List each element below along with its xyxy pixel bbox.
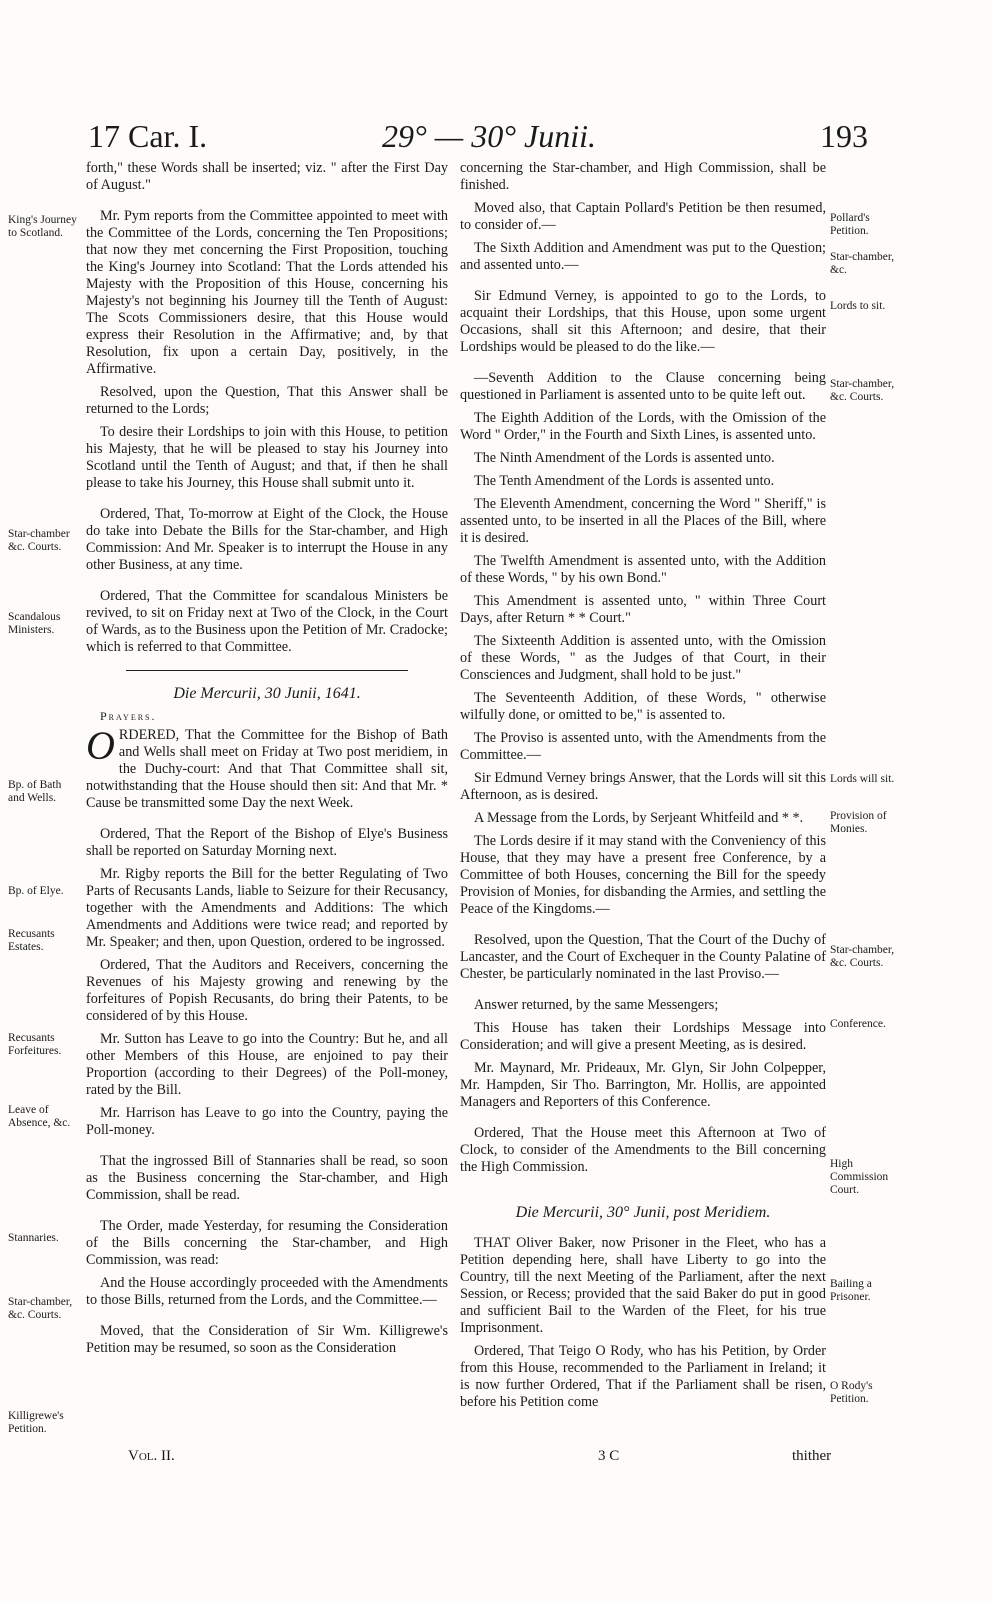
left-column [86, 160, 448, 1363]
paragraph: The Tenth Amendment of the Lords is assented unto. [474, 473, 775, 489]
day-heading: Die Mercurii, 30° Junii, post Meridiem. [515, 1204, 771, 1221]
margin-note: Bp. of Elye. [8, 885, 64, 897]
margin-note: Killigrewe's Petition. [8, 1410, 64, 1435]
paragraph: Moved also, that Captain Pollard's Petition be then resumed, to consider of.— [460, 200, 826, 233]
paragraph: concerning the Star-chamber, and High Commission, shall be finished. [460, 160, 826, 193]
paragraph: Resolved, upon the Question, That this Answer shall be returned to the Lords; [86, 384, 448, 417]
paragraph: To desire their Lordships to join with this House, to petition his Majesty, that he will be pleased to stay his Journey into Scotland until the Tenth of August; and that, if then he shall please to take his Journey, this House shall submit unto it. [86, 424, 448, 491]
paragraph: forth," these Words shall be inserted; viz. " after the First Day of August." [86, 160, 448, 193]
margin-note: Star-chamber &c. Courts. [8, 528, 70, 553]
running-header [0, 118, 992, 158]
paragraph: A Message from the Lords, by Serjeant Whitfeild and * *. [474, 810, 804, 826]
paragraph: The Seventeenth Addition, of these Words, " otherwise wilfully done, or omitted to be," is assented to. [460, 690, 826, 723]
paragraph: Mr. Sutton has Leave to go into the Country: But he, and all other Members of this House, are enjoined to pay their Proportion (according to their Degrees) of the Poll-money, rated by the Bill. [86, 1031, 448, 1098]
paragraph: This House has taken their Lordships Message into Consideration; and will give a present Meeting, as is desired. [460, 1020, 826, 1053]
paragraph: The Proviso is assented unto, with the Amendments from the Committee.— [460, 730, 826, 763]
paragraph: Mr. Pym reports from the Committee appointed to meet with the Committee of the Lords, concerning the Ten Propositions; that now they met concerning the First Proposition, touching the King's Journey into Scotland: That the Lords attended his Majesty with the Proposition of this House, concerning his Majesty's not beginning his Journey till the Tenth of August: The Scots Commissioners desire, that this House would express their Resolution in the Affirmative; and, by that Resolution, fix upon a certain Day, positively, in the Affirmative. [86, 208, 448, 377]
margin-note: Recusants Forfeitures. [8, 1032, 62, 1057]
paragraph: That the ingrossed Bill of Stannaries shall be read, so soon as the Business concerning the Star-chamber, and High Commission, shall be read. [86, 1153, 448, 1203]
margin-note: Stannaries. [8, 1232, 59, 1244]
margin-note: Lords will sit. [830, 773, 895, 785]
paragraph: The Sixteenth Addition is assented unto, with the Omission of these Words, " as the Judges of that Court, in their Consciences and Judgment, shall hold to be just." [460, 633, 826, 683]
paragraph: The Lords desire if it may stand with the Conveniency of this House, that they may have a present free Conference, by a Committee of both Houses, concerning the Bill for the speedy Provision of Monies, for disbanding the Armies, and settling the Peace of the Kingdoms.— [460, 833, 826, 917]
header-regnal-year: 17 Car. I. [88, 118, 208, 154]
paragraph: Ordered, That Teigo O Rody, who has his Petition, by Order from this House, recommended to the Parliament in Ireland; it is now further Ordered, That if the Parliament shall be risen, before his Petition come [460, 1343, 826, 1410]
paragraph: Ordered, That, To-morrow at Eight of the Clock, the House do take into Debate the Bills for the Star-chamber, and High Commission: And Mr. Speaker is to interrupt the House in any other Business, at any time. [86, 506, 448, 573]
prayers-heading: Prayers. [100, 709, 157, 723]
catchword: thither [792, 1448, 832, 1464]
margin-note: Provision of Monies. [830, 810, 887, 835]
margin-note: Leave of Absence, &c. [8, 1104, 71, 1129]
paragraph: The Order, made Yesterday, for resuming the Consideration of the Bills concerning the Star-chamber, and High Commission, was read: [86, 1218, 448, 1268]
margin-note: Lords to sit. [830, 300, 886, 312]
paragraph: Mr. Harrison has Leave to go into the Country, paying the Poll-money. [86, 1105, 448, 1138]
margin-note: Star-chamber, &c. [830, 251, 895, 276]
margin-note: Pollard's Petition. [830, 212, 870, 237]
signature-mark: 3 C [598, 1448, 620, 1464]
paragraph: Ordered, That the Auditors and Receivers, concerning the Revenues of his Majesty growing and renewing by the forfeitures of Popish Recusants, do bring their Patents, to be considered of by this House. [86, 957, 448, 1024]
day-heading: Die Mercurii, 30 Junii, 1641. [173, 685, 361, 702]
paragraph: This Amendment is assented unto, " within Three Court Days, after Return * * Court." [460, 593, 826, 626]
margin-note: Star-chamber, &c. Courts. [830, 378, 895, 403]
paragraph: Ordered, That the Report of the Bishop of Elye's Business shall be reported on Saturday Morning next. [86, 826, 448, 859]
margin-note: Bailing a Prisoner. [830, 1278, 872, 1303]
paragraph: Mr. Maynard, Mr. Prideaux, Mr. Glyn, Sir John Colpepper, Mr. Hampden, Sir Tho. Barrington, Mr. Hollis, are appointed Managers and Reporters of this Conference. [460, 1060, 826, 1110]
margin-note: Scandalous Ministers. [8, 611, 61, 636]
paragraph: THAT Oliver Baker, now Prisoner in the Fleet, who has a Petition depending here, shall have Liberty to go into the Country, till the next Meeting of the Parliament, after the next Session, or Recess; provided that the said Baker do put in good and sufficient Bail to the Warden of the Fleet, for his true Imprisonment. [460, 1235, 826, 1336]
paragraph: The Twelfth Amendment is assented unto, with the Addition of these Words, " by his own Bond." [460, 553, 826, 586]
paragraph: The Eighth Addition of the Lords, with the Omission of the Word " Order," in the Fourth and Sixth Lines, is assented unto. [460, 410, 826, 443]
margin-note: Conference. [830, 1018, 886, 1030]
paragraph: The Sixth Addition and Amendment was put to the Question; and assented unto.— [460, 240, 826, 273]
margin-note: Star-chamber, &c. Courts. [8, 1296, 73, 1321]
section-divider [126, 670, 408, 671]
paragraph: Ordered, That the House meet this Afternoon at Two of Clock, to consider of the Amendments to the Bill concerning the High Commission. [460, 1125, 826, 1175]
paragraph: ORDERED, That the Committee for the Bishop of Bath and Wells shall meet on Friday at Two post meridiem, in the Duchy-court: And that That Committee shall sit, notwithstanding that the House should then sit: And that Mr. * Cause be transmitted some Day the next Week. [86, 723, 448, 811]
margin-note: Star-chamber, &c. Courts. [830, 944, 895, 969]
margin-note: O Rody's Petition. [830, 1380, 873, 1405]
paragraph: Sir Edmund Verney, is appointed to go to the Lords, to acquaint their Lordships, that this House, upon some urgent Occasions, shall sit this Afternoon; and desire, that their Lordships would be pleased to do the like.— [460, 288, 826, 355]
paragraph: Moved, that the Consideration of Sir Wm. Killigrewe's Petition may be resumed, so soon as the Consideration [86, 1323, 448, 1356]
volume-marker: Vol. II. [128, 1448, 175, 1464]
paragraph: And the House accordingly proceeded with the Amendments to those Bills, returned from the Lords, and the Committee.— [86, 1275, 448, 1308]
paragraph: —Seventh Addition to the Clause concerning being questioned in Parliament is assented unto to be quite left out. [460, 370, 826, 403]
right-column [460, 160, 826, 1417]
margin-note: King's Journey to Scotland. [8, 214, 77, 239]
paragraph: The Eleventh Amendment, concerning the Word " Sheriff," is assented unto, to be inserted in all the Places of the Bill, where it is desired. [460, 496, 826, 546]
margin-note: Bp. of Bath and Wells. [8, 779, 62, 804]
margin-note: High Commission Court. [830, 1158, 889, 1196]
paragraph: The Ninth Amendment of the Lords is assented unto. [474, 450, 775, 466]
drop-cap: O [86, 723, 115, 768]
paragraph: Resolved, upon the Question, That the Court of the Duchy of Lancaster, and the Court of Exchequer in the County Palatine of Chester, be particularly nominated in the last Proviso.— [460, 932, 826, 982]
page-number: 193 [820, 118, 868, 154]
paragraph: Mr. Rigby reports the Bill for the better Regulating of Two Parts of Recusants Lands, liable to Seizure for their Recusancy, together with the Amendments and Additions: The which Amendments and Additions were twice read; and reported by Mr. Speaker; and then, upon Question, ordered to be ingrossed. [86, 866, 448, 950]
paragraph: Ordered, That the Committee for scandalous Ministers be revived, to sit on Friday next at Two of the Clock, in the Court of Wards, as to the Business upon the Petition of Mr. Cradocke; which is referred to that Committee. [86, 588, 448, 655]
paragraph: Sir Edmund Verney brings Answer, that the Lords will sit this Afternoon, as is desired. [460, 770, 826, 803]
paragraph: Answer returned, by the same Messengers; [474, 997, 719, 1013]
header-dates: 29° — 30° Junii. [382, 118, 597, 154]
margin-note: Recusants Estates. [8, 928, 55, 953]
